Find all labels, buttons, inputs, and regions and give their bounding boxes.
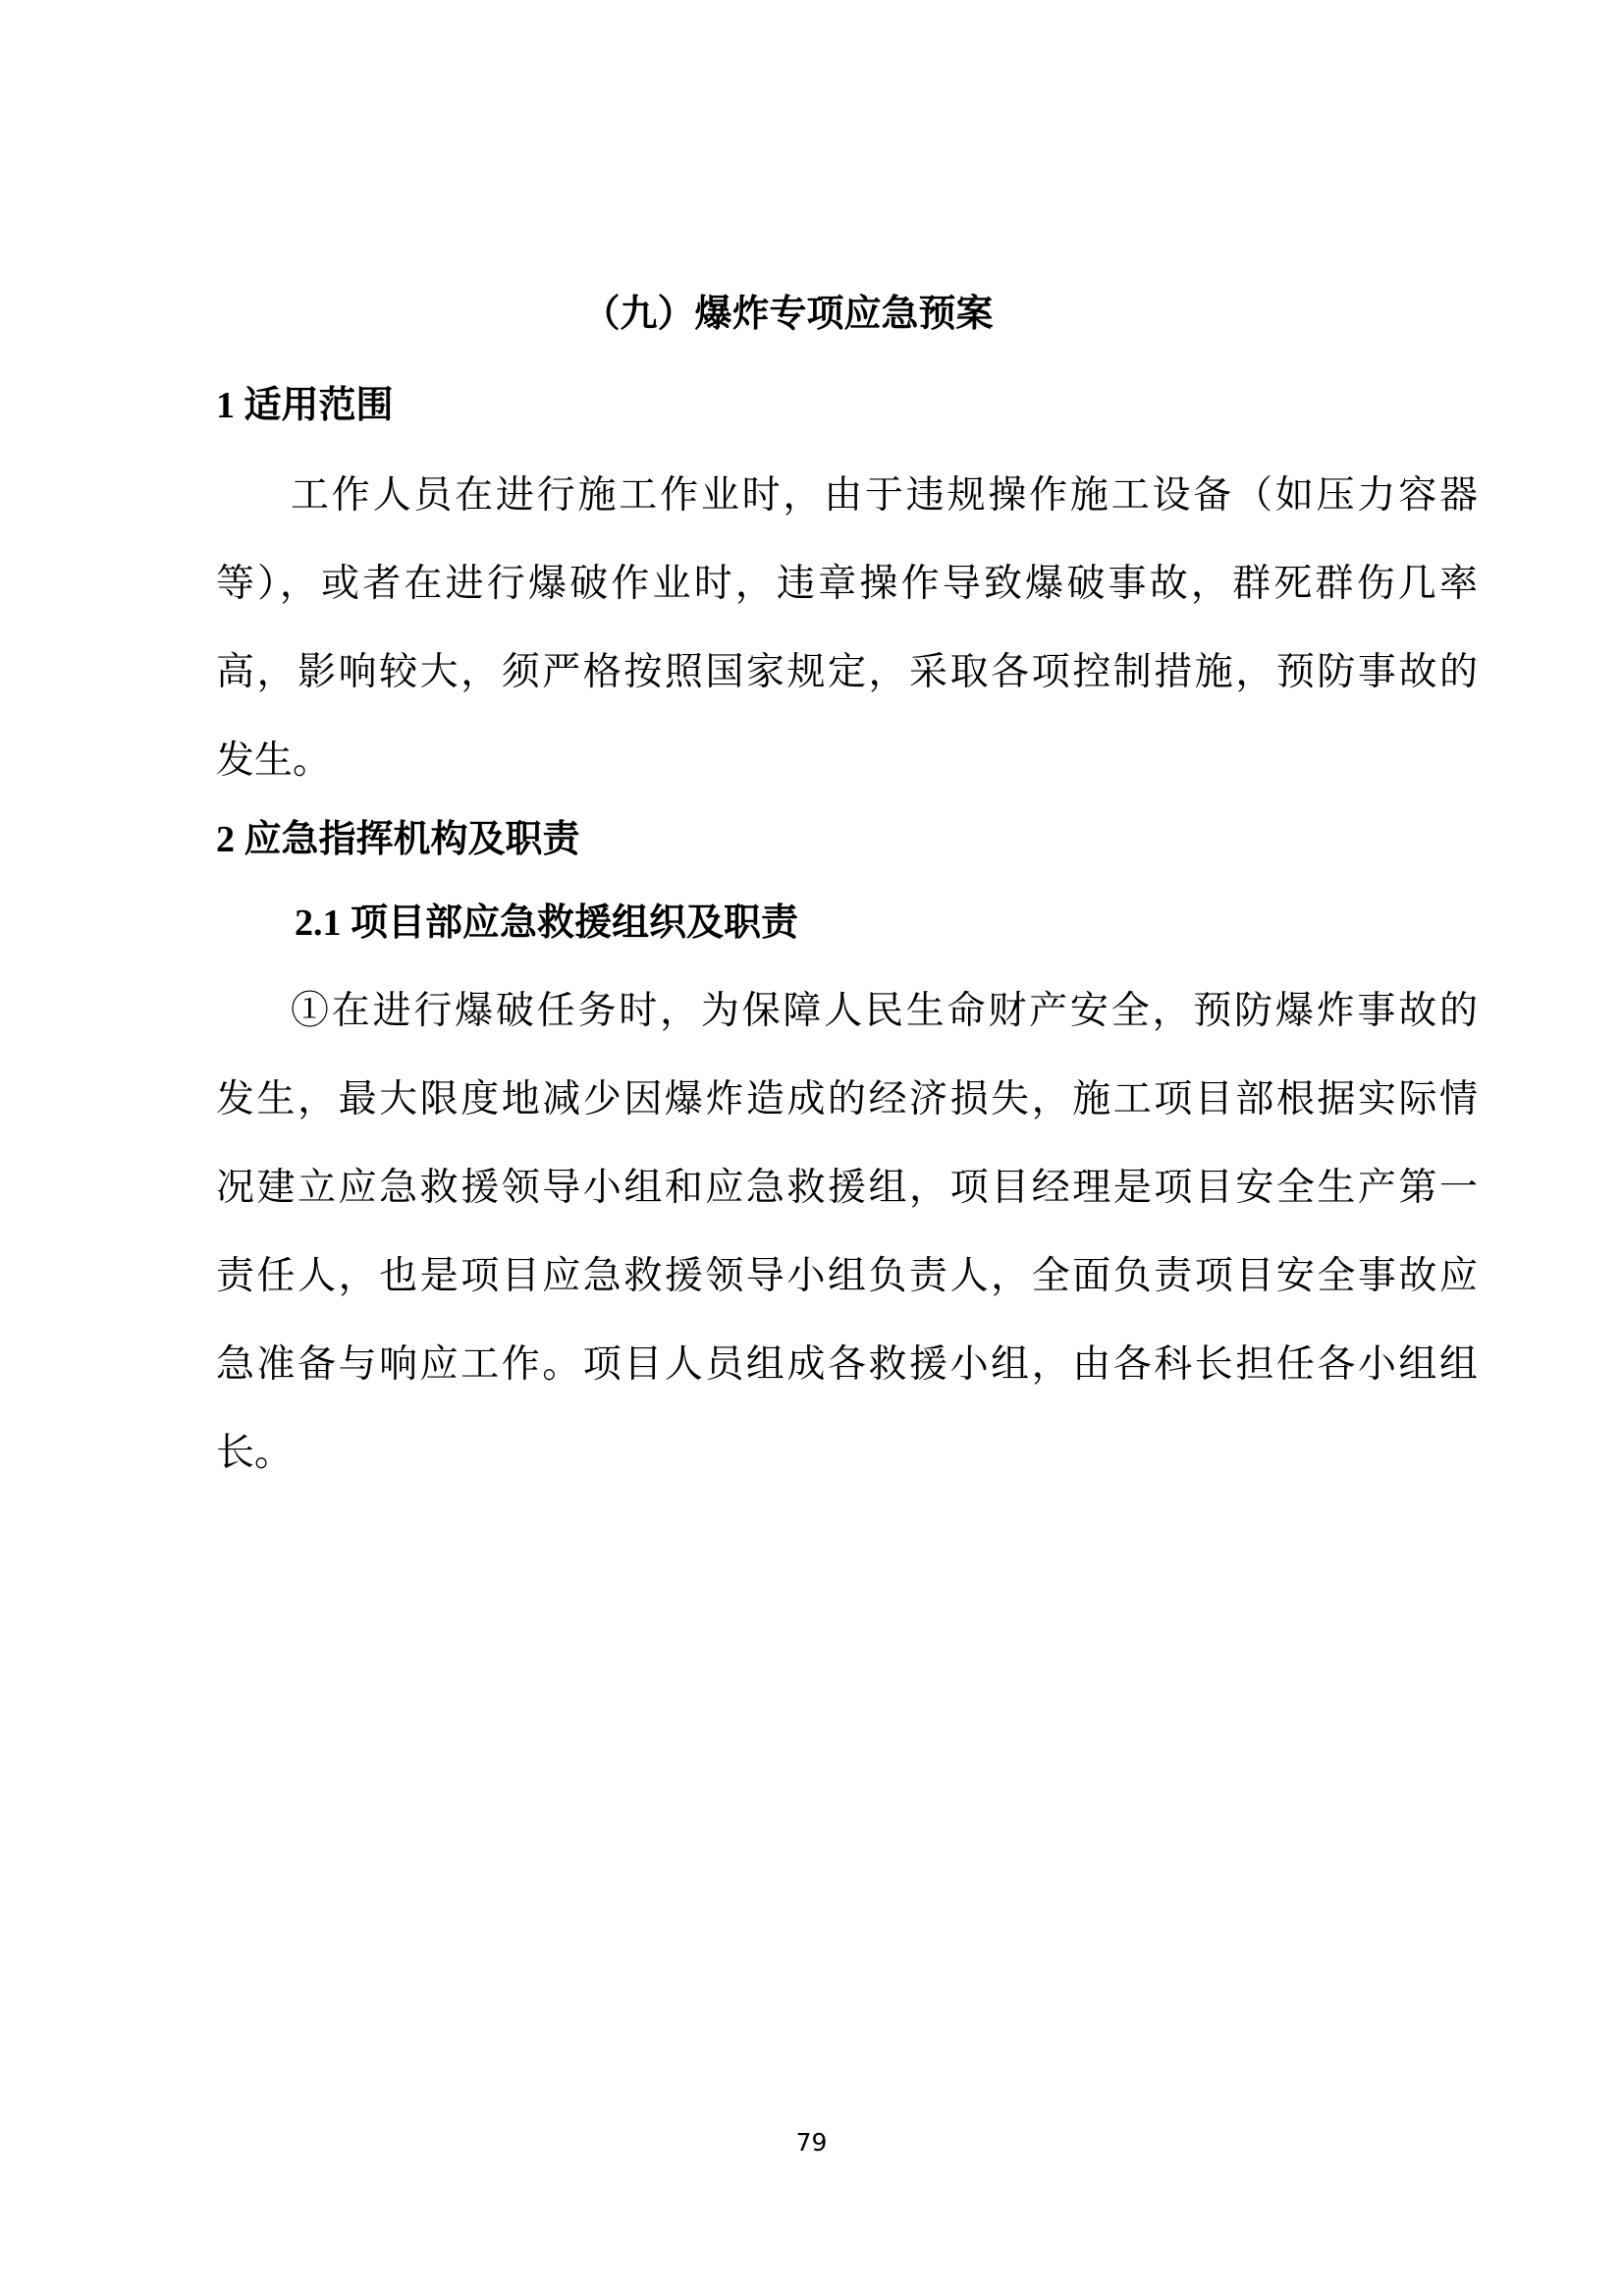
paragraph-line: 急准备与响应工作。项目人员组成各救援小组，由各科长担任各小组组 (216, 1343, 1478, 1386)
section-1-heading: 1 适用范围 (216, 385, 394, 426)
page-number: 79 (795, 2128, 828, 2157)
paragraph-line: 高，影响较大，须严格按照国家规定，采取各项控制措施，预防事故的 (216, 651, 1478, 693)
document-title: （九）爆炸专项应急预案 (582, 294, 994, 335)
paragraph-line: 等），或者在进行爆破作业时，违章操作导致爆破事故，群死群伤几率 (216, 563, 1478, 605)
paragraph-line: 责任人，也是项目应急救援领导小组负责人，全面负责项目安全事故应 (216, 1255, 1478, 1297)
paragraph-line: 况建立应急救援领导小组和应急救援组，项目经理是项目安全生产第一 (216, 1167, 1478, 1209)
paragraph-line: 发生。 (216, 739, 332, 782)
paragraph-line: 工作人员在进行施工作业时，由于违规操作施工设备（如压力容器 (291, 474, 1478, 517)
paragraph-line: 长。 (216, 1432, 294, 1474)
section-2-heading: 2 应急指挥机构及职责 (216, 819, 580, 860)
paragraph-line: 发生，最大限度地减少因爆炸造成的经济损失，施工项目部根据实际情 (216, 1078, 1478, 1121)
section-2-1-subheading: 2.1 项目部应急救援组织及职责 (295, 902, 799, 944)
paragraph-line: ①在进行爆破任务时，为保障人民生命财产安全，预防爆炸事故的 (291, 990, 1478, 1032)
